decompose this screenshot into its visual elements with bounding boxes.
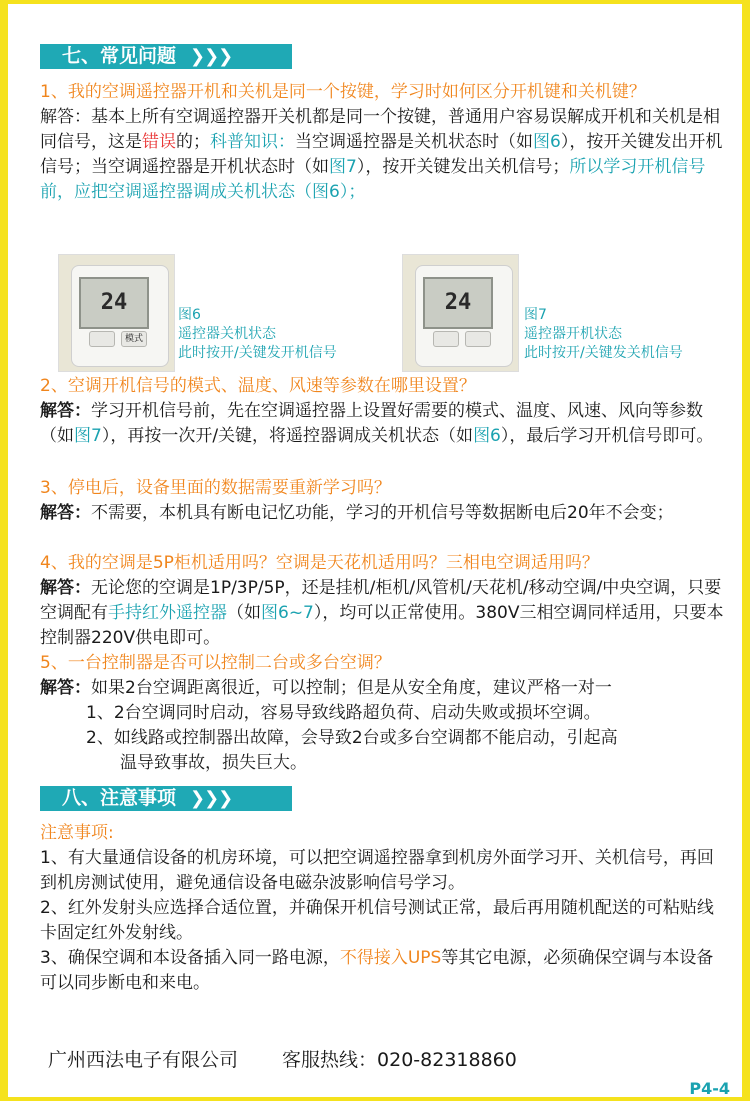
q1-answer-text-4: ），按开关键发出开机信号；当空调遥控器是开机状态时（如 bbox=[40, 132, 723, 177]
q4-answer-text-2: （如 bbox=[227, 603, 261, 623]
q4-title: 4、我的空调是5P柜机适用吗？空调是天花机适用吗？三相电空调适用吗？ bbox=[40, 553, 599, 573]
q4-answer-text-3: ），均可以正常使用。380V三相空调同样适用，只要本控制器220V供电即可。 bbox=[40, 603, 724, 648]
remote-button bbox=[89, 331, 115, 347]
chevrons-icon: ❯❯❯ bbox=[190, 788, 233, 809]
notes-block bbox=[40, 821, 730, 996]
q4-answer bbox=[40, 576, 730, 651]
q3-answer-text: 不需要，本机具有断电记忆功能，学习的开机信号等数据断电后20年不会变； bbox=[91, 503, 674, 523]
fig7-label: 图7 bbox=[524, 307, 547, 323]
q3-title: 3、停电后，设备里面的数据需要重新学习吗？ bbox=[40, 478, 391, 498]
q1-answer-text: 解答：基本上所有空调遥控器开关机都是同一个按键，普通用户容易误解成开机和关机是相同信号，这是 bbox=[40, 107, 720, 152]
note-1: 1、有大量通信设备的机房环境，可以把空调遥控器拿到机房外面学习开、关机信号，再回到机房测试使用，避免通信设备电磁杂波影响信号学习。 bbox=[40, 848, 714, 893]
note-3-text-2: 等其它电源，必须确保空调与本设备可以同步断电和来电。 bbox=[40, 948, 714, 993]
notes-subtitle: 注意事项: bbox=[40, 823, 114, 843]
remote-photo-on bbox=[402, 254, 519, 372]
footer bbox=[48, 1048, 517, 1073]
q5-lead: 解答： bbox=[40, 678, 91, 698]
q5-title: 5、一台控制器是否可以控制二台或多台空调？ bbox=[40, 653, 391, 673]
fig7-caption bbox=[524, 306, 683, 363]
q1-answer-text-3: 当空调遥控器是关机状态时（如 bbox=[295, 132, 533, 152]
q2-fig7-ref: 图7 bbox=[74, 426, 102, 446]
faq-q3 bbox=[40, 476, 730, 526]
q1-wrong: 错误 bbox=[142, 132, 176, 152]
note-2: 2、红外发射头应选择合适位置，并确保开机信号测试正常，最后再用随机配送的可粘贴线卡固定红外发射线。 bbox=[40, 898, 714, 943]
q4-lead: 解答： bbox=[40, 578, 91, 598]
q2-answer-text: 学习开机信号前，先在空调遥控器上设置好需要的模式、温度、风速、风向等参数（如 bbox=[40, 401, 703, 446]
fig6-state: 遥控器关机状态 bbox=[178, 326, 276, 342]
q5-item-2: 2、如线路或控制器出故障，会导致2台或多台空调都不能启动，引起高 bbox=[86, 728, 618, 748]
q2-answer-text-2: ），再按一次开/关键，将遥控器调成关机状态（如 bbox=[101, 426, 474, 446]
faq-q5 bbox=[40, 651, 730, 776]
faq-q2 bbox=[40, 374, 730, 449]
q2-fig6-ref: 图6 bbox=[473, 426, 501, 446]
q5-answer-text: 如果2台空调距离很近，可以控制；但是从安全角度，建议严格一对一 bbox=[91, 678, 612, 698]
q1-answer bbox=[40, 105, 730, 205]
section8-title: 八、注意事项 bbox=[62, 787, 177, 809]
note-3 bbox=[40, 946, 730, 996]
q1-science-label: 科普知识： bbox=[210, 132, 295, 152]
q4-answer-text: 无论您的空调是1P/3P/5P，还是挂机/柜机/风管机/天花机/移动空调/中央空调，只要空调配有 bbox=[40, 578, 722, 623]
page-number: P4-4 bbox=[689, 1079, 730, 1098]
fig7-note: 此时按开/关键发关机信号 bbox=[524, 345, 683, 361]
section8-header bbox=[40, 786, 292, 811]
manual-page bbox=[8, 4, 742, 1097]
fig6-label: 图6 bbox=[178, 307, 201, 323]
remote-button bbox=[465, 331, 491, 347]
q1-title: 1、我的空调遥控器开机和关机是同一个按键，学习时如何区分开机键和关机键？ bbox=[40, 82, 646, 102]
remote-button bbox=[433, 331, 459, 347]
faq-q4 bbox=[40, 551, 730, 651]
q4-fig-ref: 图6~7 bbox=[261, 603, 314, 623]
q2-title: 2、空调开机信号的模式、温度、风速等参数在哪里设置？ bbox=[40, 376, 476, 396]
fig7-state: 遥控器开机状态 bbox=[524, 326, 622, 342]
chevrons-icon: ❯❯❯ bbox=[190, 46, 233, 67]
section7-header bbox=[40, 44, 292, 69]
fig6-note: 此时按开/关键发开机信号 bbox=[178, 345, 337, 361]
section7-title: 七、常见问题 bbox=[62, 45, 177, 67]
q3-answer bbox=[40, 501, 730, 526]
q1-conclusion: 所以学习开机信号前，应把空调遥控器调成关机状态（图6）； bbox=[40, 157, 706, 202]
remote-mode-button: 模式 bbox=[121, 331, 147, 347]
q1-answer-text-5: ），按开关键发出关机信号； bbox=[356, 157, 570, 177]
q2-answer bbox=[40, 399, 730, 449]
remote-photo-off bbox=[58, 254, 175, 372]
q1-fig6-ref: 图6 bbox=[533, 132, 561, 152]
hotline: 客服热线：020-82318860 bbox=[282, 1049, 517, 1071]
remote-lcd: 24 bbox=[423, 277, 493, 329]
q4-remote-ref: 手持红外遥控器 bbox=[108, 603, 227, 623]
q3-lead: 解答： bbox=[40, 503, 91, 523]
q5-item-2-cont: 温导致事故，损失巨大。 bbox=[120, 753, 307, 773]
q5-answer bbox=[40, 676, 730, 701]
note-3-ups-warning: 不得接入UPS bbox=[339, 948, 442, 968]
q2-lead: 解答： bbox=[40, 401, 91, 421]
faq-q1 bbox=[40, 80, 730, 205]
q1-answer-text-2: 的； bbox=[176, 132, 210, 152]
company-name: 广州西法电子有限公司 bbox=[48, 1049, 239, 1071]
fig6-caption bbox=[178, 306, 337, 363]
remote-lcd: 24 bbox=[79, 277, 149, 329]
q5-item-1: 1、2台空调同时启动，容易导致线路超负荷、启动失败或损坏空调。 bbox=[86, 703, 601, 723]
q2-answer-text-3: ），最后学习开机信号即可。 bbox=[500, 426, 714, 446]
q1-fig7-ref: 图7 bbox=[329, 157, 357, 177]
note-3-text: 3、确保空调和本设备插入同一路电源， bbox=[40, 948, 340, 968]
